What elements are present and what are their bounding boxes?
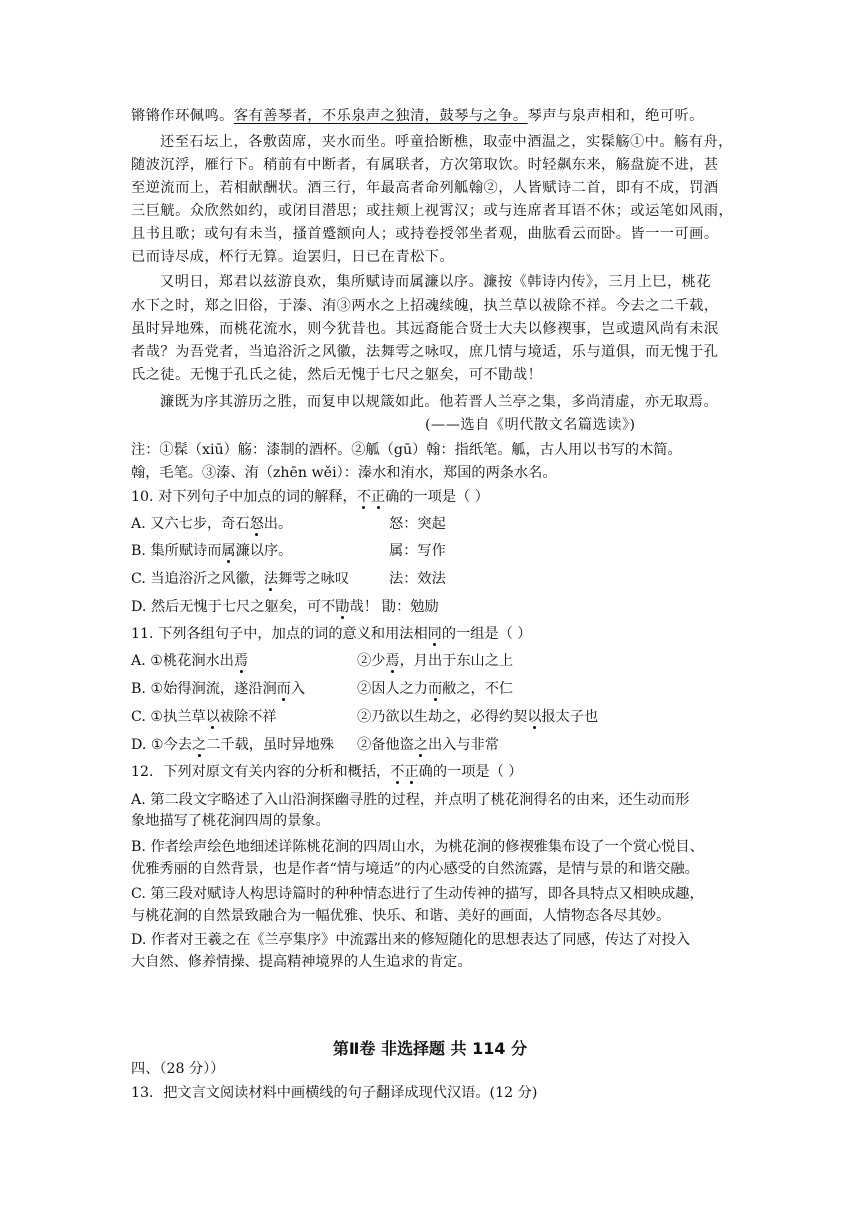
question-10-option: B. 集所赋诗而属濂以序。 属：写作	[131, 543, 446, 559]
question-11-option: D. ①今去之二千载，虽时异地殊 ②备他盗之出入与非常	[131, 737, 499, 753]
passage-line: 虽时异地殊，而桃花流水，则今犹昔也。其远裔能合贤士大夫以修禊事，岂或遗风尚有未泯	[131, 321, 719, 337]
section-4-heading: 四、（28 分））	[131, 1061, 225, 1077]
question-12-line: B. 作者绘声绘色地细述详陈桃花涧的四周山水，为桃花涧的修禊雅集布设了一个赏心悦目、	[131, 839, 704, 855]
passage-line: 氏之徒。无愧于孔氏之徒，然后无愧于七尺之躯矣，可不勖哉！	[131, 367, 543, 383]
passage-line: 还至石坛上，各敷茵席，夹水而坐。呼童拾断樵，取壶中酒温之，实髹觞①中。觞有舟，	[160, 134, 733, 150]
passage-line: 三巨觥。众欣然如约，或闭目潜思；或拄颊上视霄汉；或与连席者耳语不休；或运笔如风雨，	[131, 203, 734, 219]
question-11-stem: 11. 下列各组句子中，加点的词的意义和用法相同的一组是（ ）	[131, 626, 532, 642]
passage-line: 随波沉浮，雁行下。稍前有中断者，有属联者，方次第取饮。时轻飙东来，觞盘旋不进，甚	[131, 157, 719, 173]
passage-line: 水下之时，郑之旧俗，于溱、洧③两水之上招魂续魄，执兰草以祓除不祥。今去之二千载，	[131, 298, 719, 314]
question-11-option: B. ①始得涧流，遂沿涧而入 ②因人之力而敝之，不仁	[131, 681, 514, 697]
passage-line: 且书且歌；或句有未当，搔首蹙额向人；或持卷授邻坐者观，曲肱看云而卧。皆一一可画。	[131, 226, 719, 242]
question-11-option: C. ①执兰草以祓除不祥 ②乃欲以生劫之，必得约契以报太子也	[131, 709, 599, 725]
question-12-line: C. 第三段对赋诗人构思诗篇时的种种情态进行了生动传神的描写，即各具特点又相映成趣，	[131, 886, 704, 902]
question-12-line: 优雅秀丽的自然背景，也是作者“情与境适”的内心感受的自然流露，是情与景的和谐交融。	[131, 861, 699, 877]
passage-line: 已而诗尽成，杯行无算。迨罢归，日已在青松下。	[131, 249, 455, 265]
question-12-line: 与桃花涧的自然景致融合为一幅优雅、快乐、和谐、美好的画面，人情物态各尽其妙。	[131, 908, 671, 924]
passage-source: (——选自《明代散文名篇选读》)	[425, 417, 636, 433]
question-13-stem: 13．把文言文阅读材料中画横线的句子翻译成现代汉语。(12 分)	[131, 1085, 538, 1101]
question-12-line: 大自然、修养情操、提高精神境界的人生追求的肯定。	[131, 954, 472, 970]
passage-line: 至逆流而上，若相献酬状。酒三行，年最高者命列觚翰②，人皆赋诗二首，即有不成，罚酒	[131, 180, 719, 196]
note-line: 翰，毛笔。③溱、洧（zhēn wěi）：溱水和洧水，郑国的两条水名。	[131, 465, 557, 481]
question-12-stem: 12．下列对原文有关内容的分析和概括，不正确的一项是（ ）	[131, 764, 523, 780]
question-10-option: A. 又六七步，奇石怒出。 怒：突起	[131, 516, 446, 532]
note-line: 注：①髹（xiū）觞：漆制的酒杯。②觚（gū）翰：指纸笔。觚，古人用以书写的木简。	[131, 442, 682, 458]
question-12-line: A. 第二段文字略述了入山沿涧探幽寻胜的过程，并点明了桃花涧得名的由来，还生动而形	[131, 792, 690, 808]
passage-line: 锵锵作环佩鸣。客有善琴者，不乐泉声之独清，鼓琴与之争。琴声与泉声相和，绝可听。	[131, 108, 704, 124]
question-12-line: D. 作者对王羲之在《兰亭集序》中流露出来的修短随化的思想表达了同感，传达了对投入	[131, 932, 691, 948]
question-10-stem: 10. 对下列句子中加点的词的解释，不正确的一项是（ ）	[131, 489, 489, 505]
question-10-option: C. 当追浴沂之风徽，法舞雩之咏叹 法：效法	[131, 571, 446, 587]
part-2-title: 第Ⅱ卷 非选择题 共 114 分	[332, 1039, 528, 1058]
question-12-line: 象地描写了桃花涧四周的景象。	[131, 813, 330, 829]
passage-line: 又明日，郑君以兹游良欢，集所赋诗而属濂以序。濂按《韩诗内传》，三月上巳，桃花	[160, 274, 712, 290]
underlined-sentence: 客有善琴者，不乐泉声之独清，鼓琴与之争。	[233, 108, 528, 124]
question-11-option: A. ①桃花涧水出焉 ②少焉，月出于东山之上	[131, 653, 514, 669]
passage-line: 濂既为序其游历之胜，而复申以规箴如此。他若晋人兰亭之集，多尚清虚，亦无取焉。	[160, 394, 719, 410]
question-10-option: D. 然后无愧于七尺之躯矣，可不勖哉！ 勖：勉励	[131, 599, 439, 615]
passage-line: 者哉？为吾党者，当追浴沂之风徽，法舞雩之咏叹，庶几情与境适，乐与道俱，而无愧于孔	[131, 344, 719, 360]
